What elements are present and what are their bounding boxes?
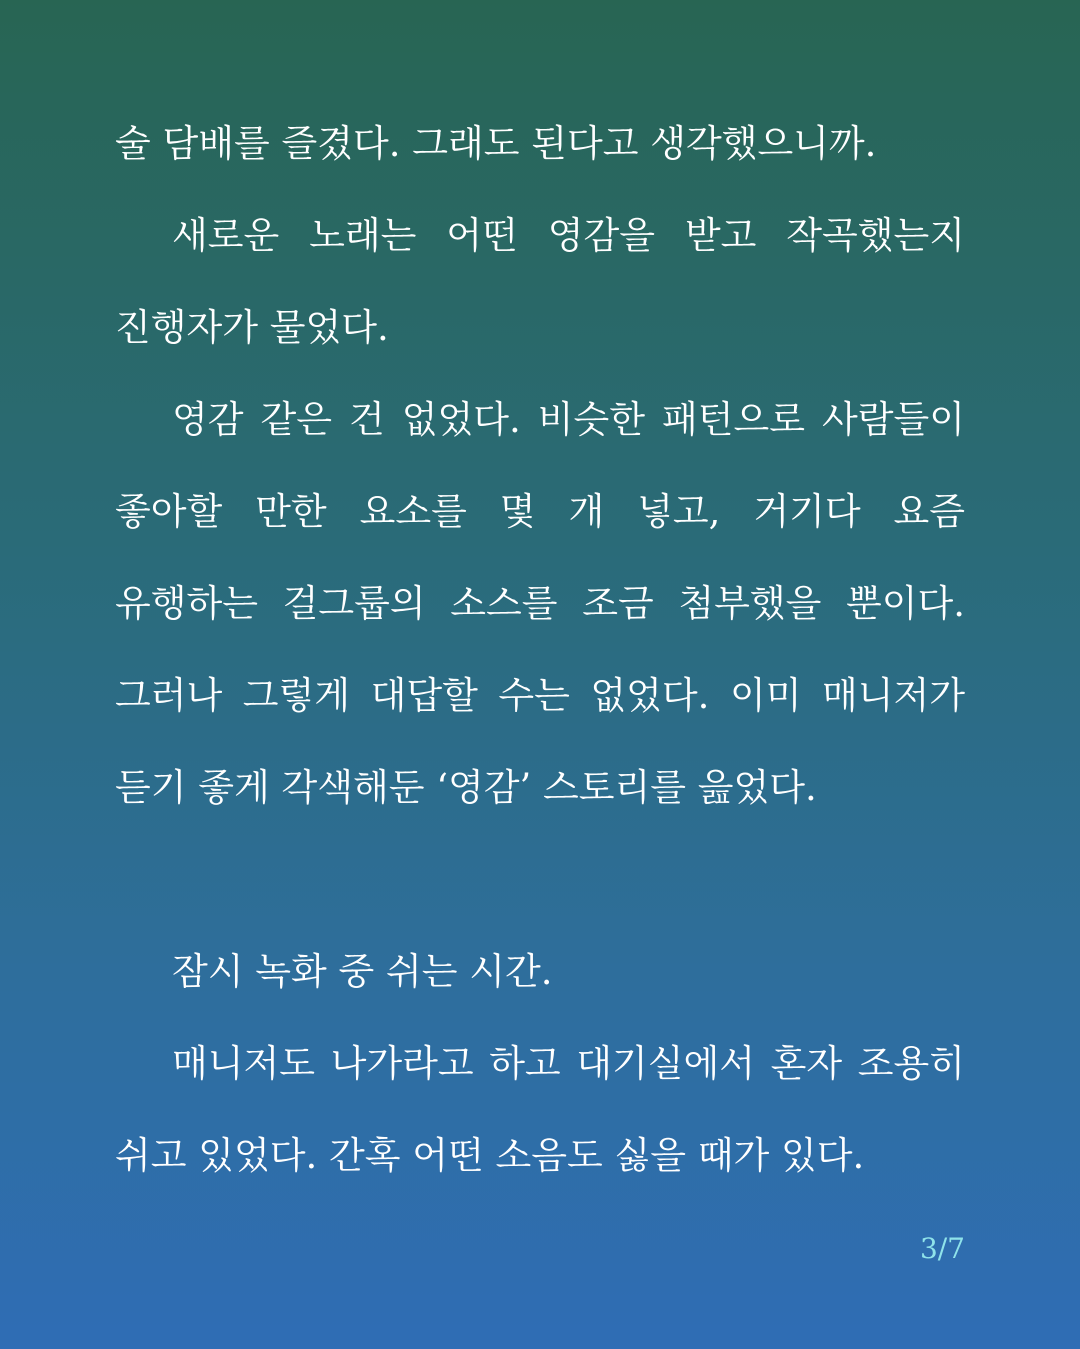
page-number: 3/7: [919, 1232, 965, 1265]
paragraph-2: 새로운 노래는 어떤 영감을 받고 작곡했는지 진행자가 물었다.: [115, 214, 965, 349]
paragraph-5: 매니저도 나가라고 하고 대기실에서 혼자 조용히 쉬고 있었다. 간혹 어떤 소음도 싫을 때가 있다.: [115, 1042, 965, 1177]
section-break: [115, 834, 965, 926]
document-body: [115, 98, 965, 1202]
paragraph-4: 잠시 녹화 중 쉬는 시간.: [172, 950, 553, 993]
paragraph-1: 술 담배를 즐겼다. 그래도 된다고 생각했으니까.: [115, 122, 877, 165]
paragraph-3: 영감 같은 건 없었다. 비슷한 패턴으로 사람들이 좋아할 만한 요소를 몇 개 넣고, 거기다 요즘 유행하는 걸그룹의 소스를 조금 첨부했을 뿐이다. 그러나 그렇게 대답할 수는 없었다. 이미 매니저가 듣기 좋게 각색해둔 ‘영감’ 스토리를 읊었다.: [115, 398, 966, 809]
